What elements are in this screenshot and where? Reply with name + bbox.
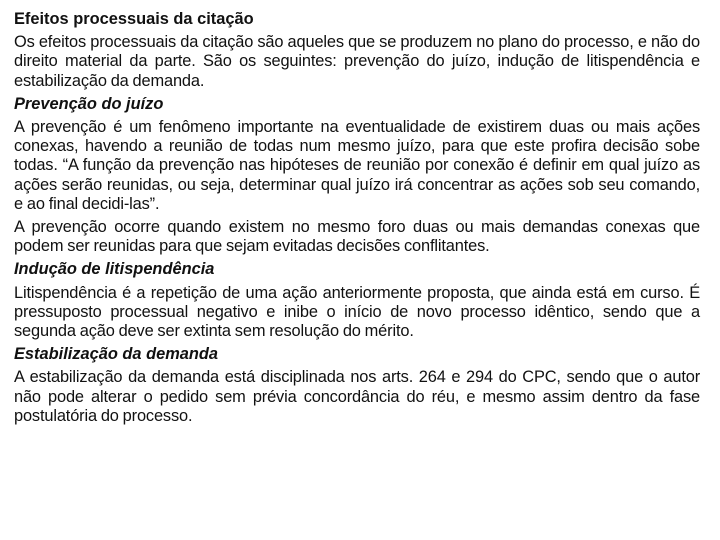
section-heading-estabilizacao: Estabilização da demanda <box>14 345 219 364</box>
intro-paragraph: Os efeitos processuais da citação são aqueles que se produzem no plano do processo, e não do direito material da parte. São os seguintes: prevenção do juízo, indução de litispendência e estabilização da demanda. <box>14 33 700 90</box>
section-heading-prevencao: Prevenção do juízo <box>14 94 164 113</box>
document-body <box>14 10 700 430</box>
section-paragraph: Litispendência é a repetição de uma ação anteriormente proposta, que ainda está em curso. É pressuposto processual negativo e inibe o início de novo processo idêntico, sendo que a segunda ação deve ser extinta sem resolução do mérito. <box>14 283 700 341</box>
document-title: Efeitos processuais da citação <box>14 10 254 28</box>
section-paragraph: A prevenção é um fenômeno importante na eventualidade de existirem duas ou mais ações conexas, havendo a reunião de todas num mesmo juízo, para que este profira decisão sobe todas. “A função da prevenção nas hipóteses de reunião por conexão é definir em qual juízo as ações serão reunidas, ou seja, determinar qual juízo irá concentrar as ações sob seu comando, e ao final decidi-las”. <box>14 118 700 213</box>
section-paragraph: A prevenção ocorre quando existem no mesmo foro duas ou mais demandas conexas que podem ser reunidas para que sejam evitadas decisões conflitantes. <box>14 218 700 256</box>
section-heading-litispendencia: Indução de litispendência <box>14 260 215 279</box>
section-paragraph: A estabilização da demanda está disciplinada nos arts. 264 e 294 do CPC, sendo que o autor não pode alterar o pedido sem prévia concordância do réu, e mesmo assim dentro da fase postulatória do processo. <box>14 368 700 425</box>
